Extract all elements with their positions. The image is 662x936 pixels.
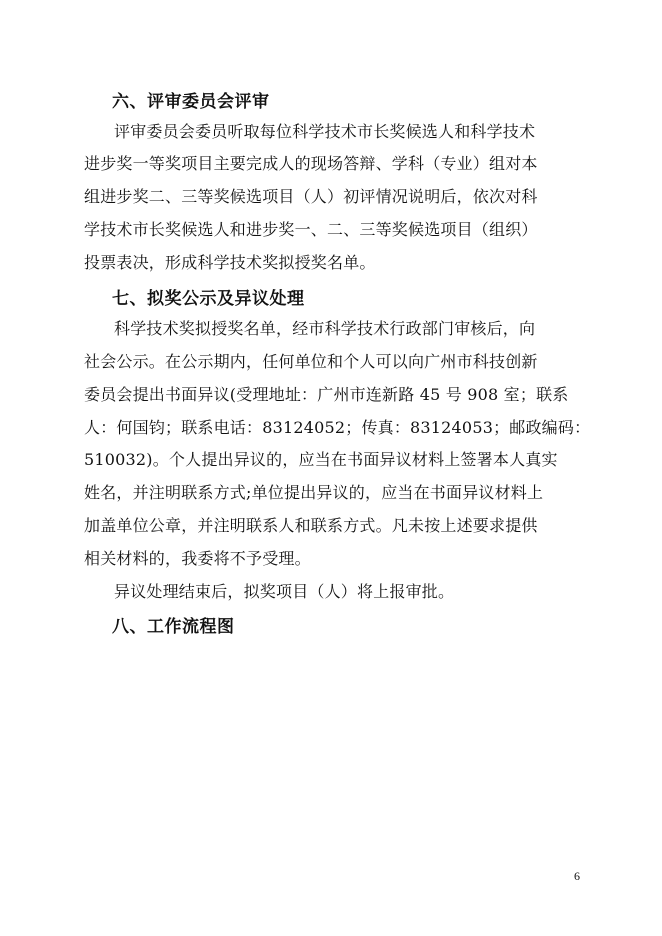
- page-number: 6: [574, 869, 580, 883]
- section-heading-6: 六、评审委员会评审: [112, 92, 270, 112]
- paragraph-line: 姓名，并注明联系方式;单位提出异议的，应当在书面异议材料上: [84, 483, 544, 502]
- section-heading-8: 八、工作流程图: [112, 617, 235, 637]
- paragraph-line: 加盖单位公章，并注明联系人和联系方式。凡未按上述要求提供: [84, 516, 538, 535]
- paragraph-line: 510032)。个人提出异议的，应当在书面异议材料上签署本人真实: [84, 450, 558, 469]
- paragraph-line: 投票表决，形成科学技术奖拟授奖名单。: [84, 253, 376, 272]
- paragraph-line: 异议处理结束后，拟奖项目（人）将上报审批。: [114, 582, 455, 601]
- paragraph-line: 评审委员会委员听取每位科学技术市长奖候选人和科学技术: [114, 122, 536, 141]
- paragraph-line: 学技术市长奖候选人和进步奖一、二、三等奖候选项目（组织）: [84, 220, 538, 239]
- paragraph-line: 社会公示。在公示期内，任何单位和个人可以向广州市科技创新: [84, 352, 538, 371]
- paragraph-line: 科学技术奖拟授奖名单，经市科学技术行政部门审核后，向: [114, 319, 536, 338]
- paragraph-line: 相关材料的，我委将不予受理。: [84, 549, 311, 568]
- paragraph-line: 进步奖一等奖项目主要完成人的现场答辩、学科（专业）组对本: [84, 154, 538, 173]
- paragraph-line: 委员会提出书面异议(受理地址：广州市连新路 45 号 908 室；联系: [84, 385, 569, 404]
- paragraph-line: 组进步奖二、三等奖候选项目（人）初评情况说明后，依次对科: [84, 187, 538, 206]
- section-heading-7: 七、拟奖公示及异议处理: [112, 289, 305, 309]
- paragraph-line: 人：何国钧；联系电话：83124052；传真：83124053；邮政编码：: [84, 418, 591, 437]
